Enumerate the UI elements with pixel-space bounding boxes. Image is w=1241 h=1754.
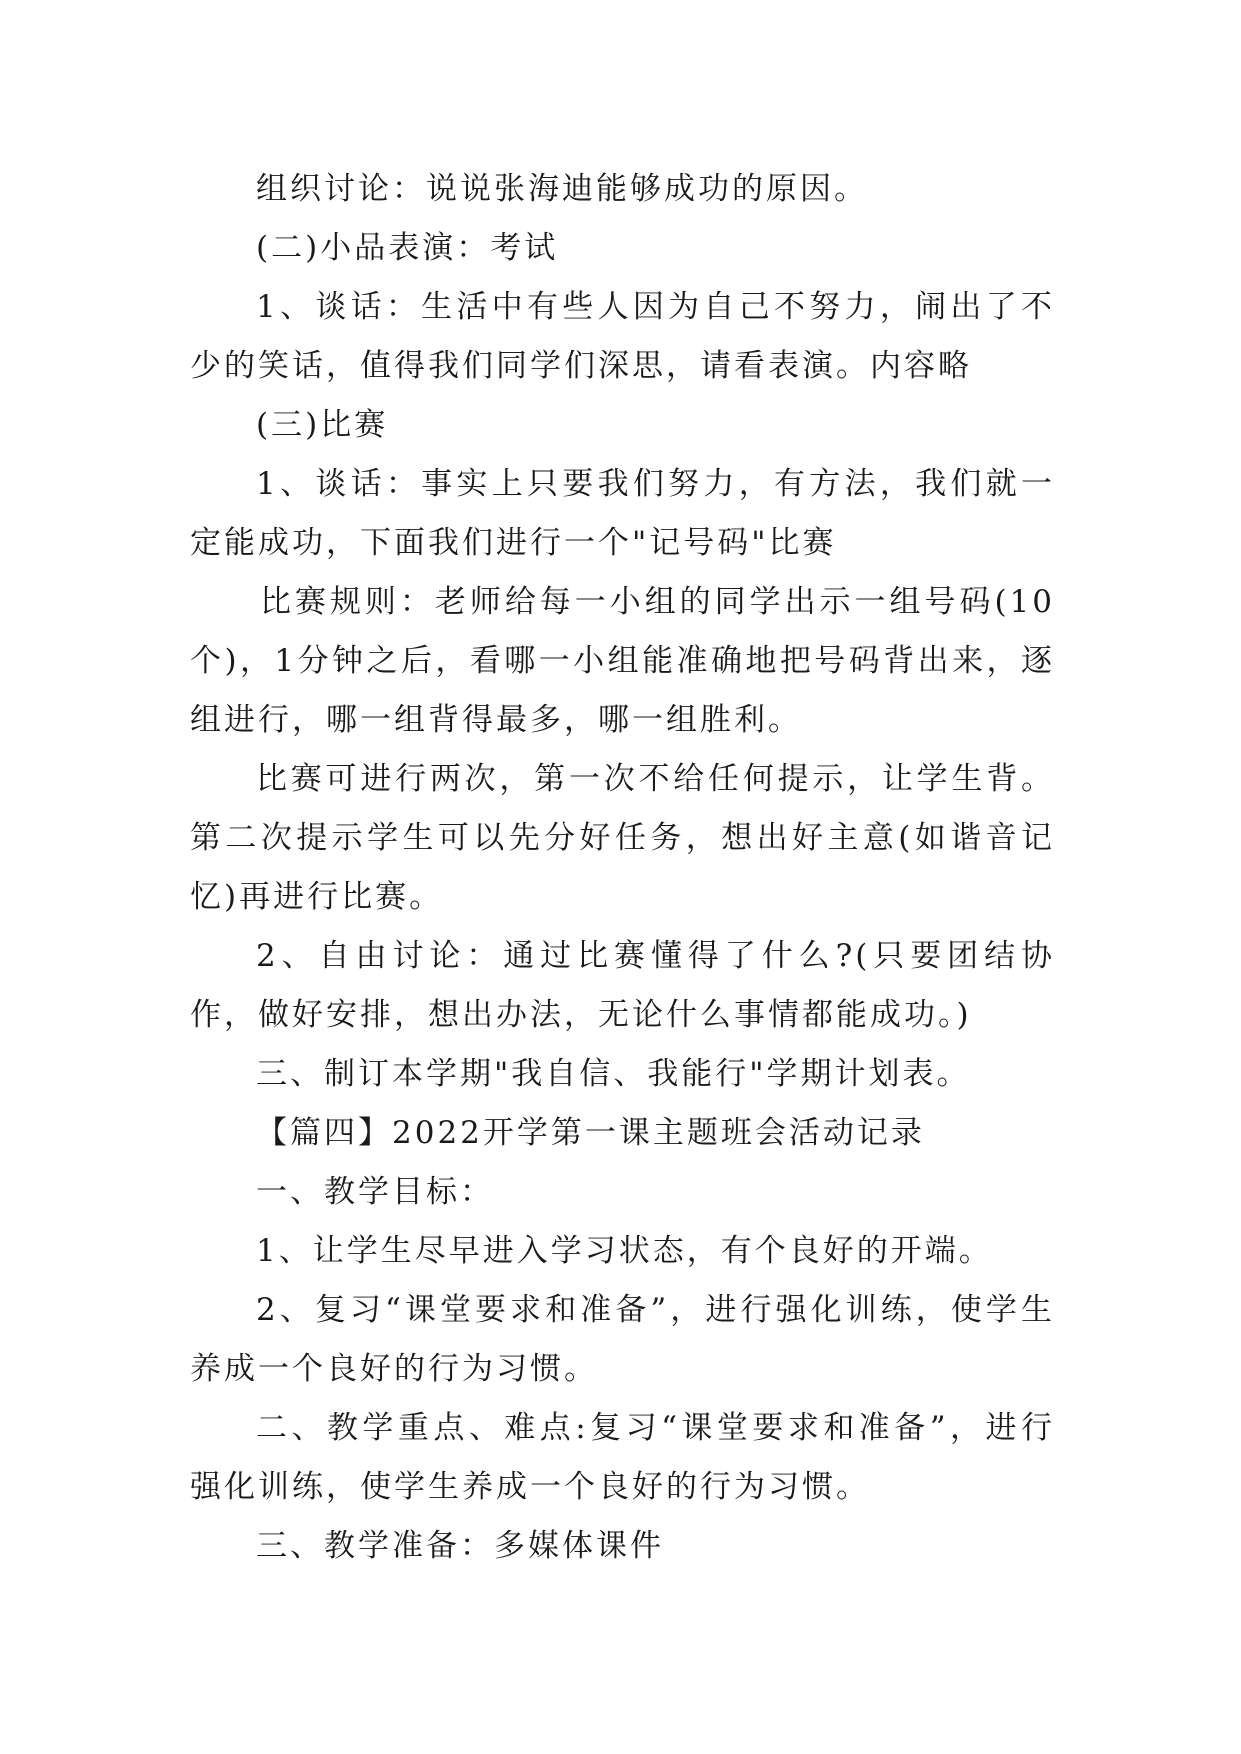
paragraph-goal-1: 1、让学生尽早进入学习状态，有个良好的开端。 xyxy=(256,1233,993,1269)
paragraph-goal-2: 2、复习“课堂要求和准备”，进行强化训练，使学生养成一个良好的行为习惯。 xyxy=(190,1292,1055,1387)
paragraph-preparation: 三、教学准备：多媒体课件 xyxy=(256,1528,664,1564)
paragraph-key-points: 二、教学重点、难点:复习“课堂要求和准备”，进行强化训练，使学生养成一个良好的行为习惯。 xyxy=(190,1410,1055,1505)
paragraph-free-discussion: 2、自由讨论：通过比赛懂得了什么?(只要团结协作，做好安排，想出办法，无论什么事情都能成功。) xyxy=(190,938,1055,1033)
paragraph-plan-table: 三、制订本学期"我自信、我能行"学期计划表。 xyxy=(256,1056,971,1092)
heading-teaching-goals: 一、教学目标： xyxy=(256,1174,494,1210)
paragraph-talk-2: 1、谈话：事实上只要我们努力，有方法，我们就一定能成功，下面我们进行一个"记号码"比赛 xyxy=(190,466,1055,561)
paragraph-talk-1: 1、谈话：生活中有些人因为自己不努力，闹出了不少的笑话，值得我们同学们深思，请看表演。内容略 xyxy=(190,289,1055,384)
paragraph-contest-rules: 比赛规则：老师给每一小组的同学出示一组号码(10个)，1分钟之后，看哪一小组能准确地把号码背出来，逐组进行，哪一组背得最多，哪一组胜利。 xyxy=(190,584,1055,738)
paragraph-discussion: 组织讨论：说说张海迪能够成功的原因。 xyxy=(256,171,868,207)
document-body xyxy=(190,160,1055,1576)
heading-skit: (二)小品表演：考试 xyxy=(256,230,559,266)
paragraph-contest-rounds: 比赛可进行两次，第一次不给任何提示，让学生背。第二次提示学生可以先分好任务，想出好主意(如谐音记忆)再进行比赛。 xyxy=(190,761,1055,915)
heading-contest: (三)比赛 xyxy=(256,407,389,443)
section-title-part-four: 【篇四】2022开学第一课主题班会活动记录 xyxy=(256,1115,925,1151)
